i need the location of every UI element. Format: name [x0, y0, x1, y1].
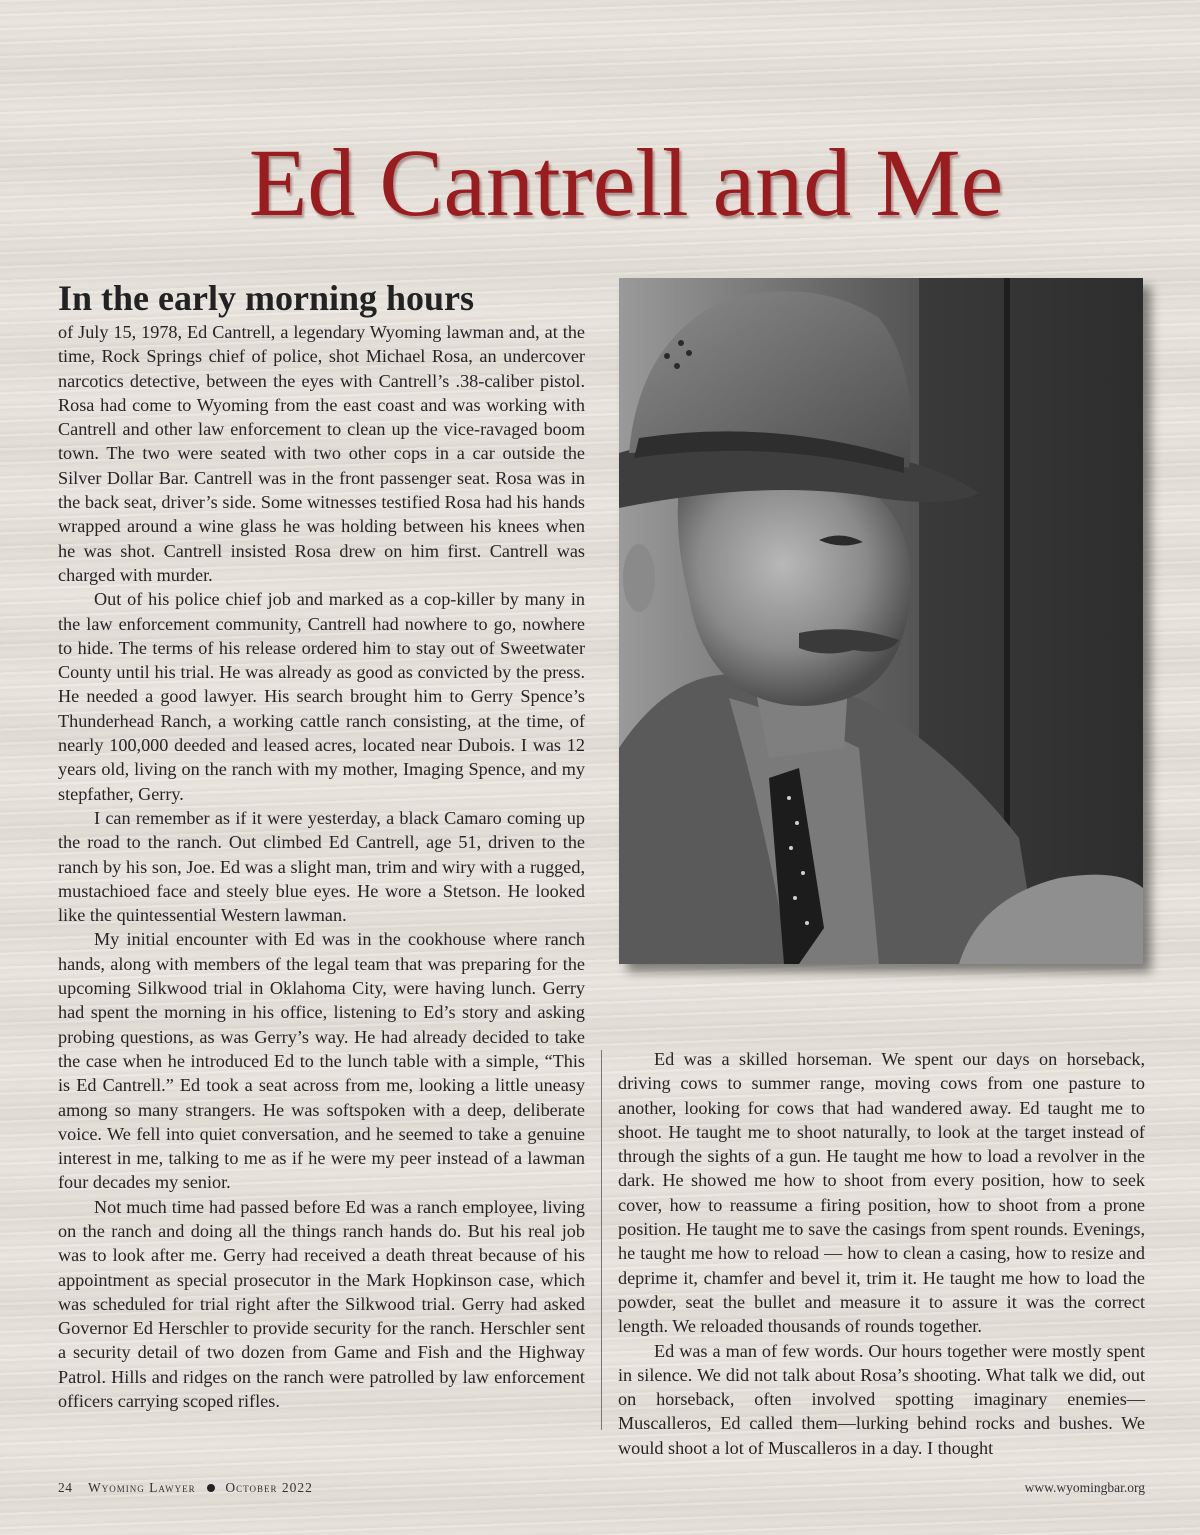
paragraph: Ed was a skilled horseman. We spent our days on horseback, driving cows to summer range, moving cows from one pasture to another, looking for cows that had wandered away. Ed taught me to shoot. He taught me to shoot naturally, to look at the target instead of through the sights of a gun. He taught me how to load a revolver in the dark. He showed me how to shoot from every position, how to seek cover, how to reassume a firing position, how to shoot from a prone position. He taught me to save the casings from spent rounds. Evenings, he taught me how to reload — how to clean a casing, how to resize and deprime it, chamfer and bevel it, trim it. He taught me how to load the powder, seat the bullet and measure it to assure it was the correct length. We reloaded thousands of rounds together.	[618, 1049, 1145, 1337]
issue-date: October 2022	[225, 1480, 313, 1495]
portrait-illustration	[619, 278, 1143, 964]
paragraph: I can remember as if it were yesterday, a black Camaro coming up the road to the ranch. Out climbed Ed Cantrell, age 51, driven to the ranch by his son, Joe. Ed was a slight man, trim and wiry with a rugged, mustachioed face and steely blue eyes. He wore a Stetson. He looked like the quintessential Western lawman.	[58, 807, 585, 926]
paragraph: My initial encounter with Ed was in the cookhouse where ranch hands, along with members of the legal team that was preparing for the upcoming Silkwood trial in Oklahoma City, were having lunch. Gerry had spent the morning in his office, listening to Ed’s story and asking probing questions, as was Gerry’s way. He had already decided to take the case when he introduced Ed to the lunch table with a simple, “This is Ed Cantrell.” Ed took a seat across from me, looking a little uneasy among so many strangers. He was softspoken with a deep, deliberate voice. We fell into quiet conversation, and he seemed to take a genuine interest in me, talking to me as if he were my peer instead of a lawman four decades my senior.	[58, 929, 585, 1193]
footer-left	[58, 1480, 313, 1496]
text-column-left	[58, 320, 585, 1413]
paragraph: Ed was a man of few words. Our hours together were mostly spent in silence. We did not talk about Rosa’s shooting. What talk we did, out on horseback, often involved spotting imaginary enemies—Muscalleros, Ed called them—lurking behind rocks and bushes. We would shoot a lot of Muscalleros in a day. I thought	[618, 1340, 1145, 1458]
bullet-icon	[207, 1484, 215, 1492]
paragraph: Not much time had passed before Ed was a ranch employee, living on the ranch and doing all the things ranch hands do. But his real job was to look after me. Gerry had received a death threat because of his appointment as special prosecutor in the Mark Hopkinson case, which was scheduled for trial right after the Silkwood trial. Gerry had asked Governor Ed Herschler to provide security for the ranch. Herschler sent a security detail of two dozen from Game and Fish and the Highway Patrol. Hills and ridges on the ranch were patrolled by law enforcement officers carrying scoped rifles.	[58, 1196, 585, 1412]
portrait-photo	[619, 278, 1143, 964]
paragraph: of July 15, 1978, Ed Cantrell, a legendary Wyoming lawman and, at the time, Rock Springs chief of police, shot Michael Rosa, an undercover narcotics detective, between the eyes with Cantrell’s .38-caliber pistol. Rosa had come to Wyoming from the east coast and was working with Cantrell and other law enforcement to clean up the vice-ravaged boom town. The two were seated with two other cops in a car outside the Silver Dollar Bar. Cantrell was in the front passenger seat. Rosa was in the back seat, driver’s side. Some witnesses testified Rosa had his hands wrapped around a wine glass he was holding between his knees when he was shot. Cantrell insisted Rosa drew on him first. Cantrell was charged with murder.	[58, 322, 585, 585]
text-column-right	[618, 1047, 1145, 1460]
lead-heading: In the early morning hours	[58, 278, 475, 318]
column-divider	[601, 1050, 602, 1430]
footer-website: www.wyomingbar.org	[1024, 1480, 1145, 1495]
paragraph: Out of his police chief job and marked as a cop-killer by many in the law enforcement community, Cantrell had nowhere to go, nowhere to hide. The terms of his release ordered him to stay out of Sweetwater County until his trial. He was already as good as convicted by the press. He needed a good lawyer. His search brought him to Gerry Spence’s Thunderhead Ranch, a working cattle ranch consisting, at the time, of nearly 100,000 deeded and leased acres, located near Dubois. I was 12 years old, living on the ranch with my mother, Imaging Spence, and my stepfather, Gerry.	[58, 589, 585, 804]
page-number: 24	[58, 1480, 73, 1495]
article-title: Ed Cantrell and Me	[248, 129, 1004, 236]
magazine-name: Wyoming Lawyer	[88, 1480, 196, 1495]
